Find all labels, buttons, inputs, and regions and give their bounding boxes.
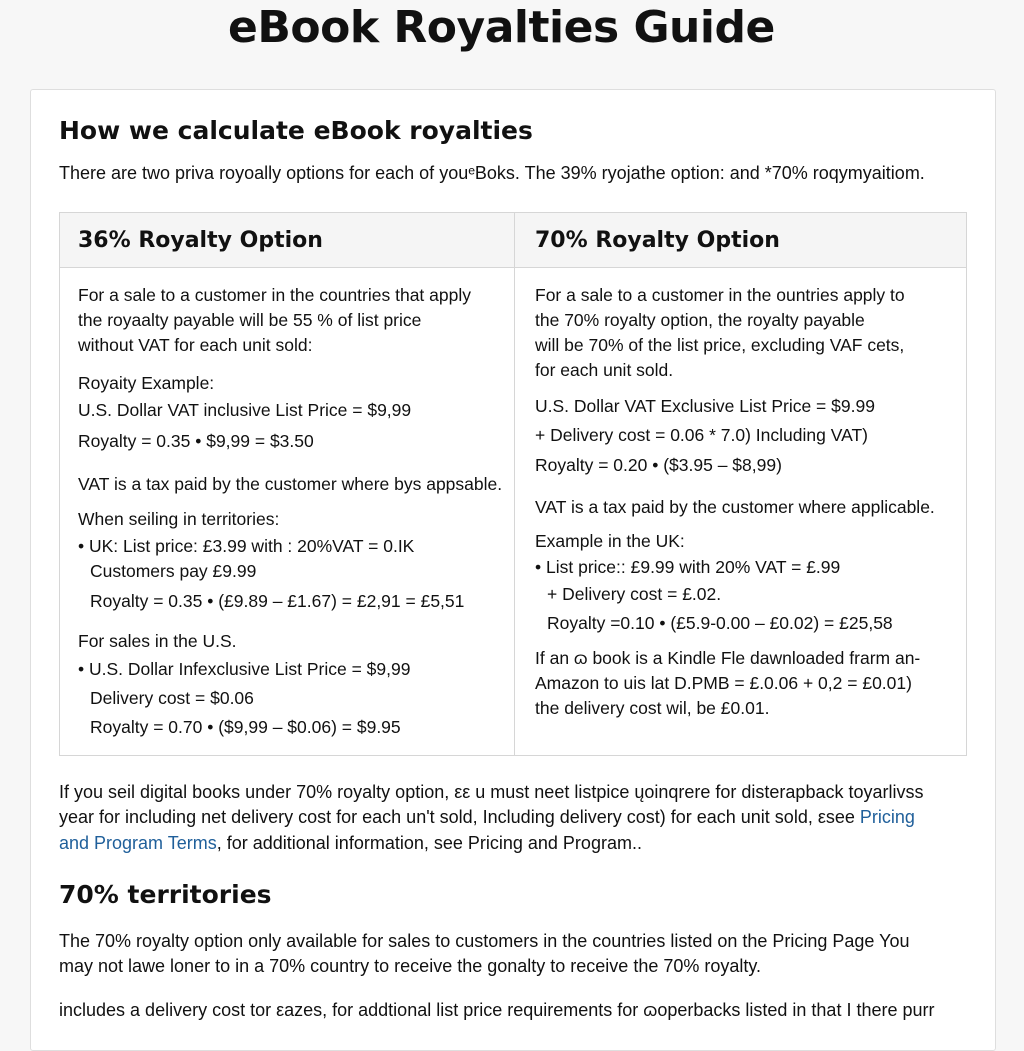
paragraph-line <box>59 804 915 830</box>
right-line: • List price:: £9.99 with 20% VAT = £.99 <box>535 557 841 577</box>
royalty-options-table <box>59 212 967 756</box>
left-line: the royaalty payable will be 55 % of list price <box>78 310 422 330</box>
left-line: • UK: List price: £3.99 with : 20%VAT = 0.IK <box>78 536 415 556</box>
territories-line: may not lawe loner to in a 70% country to receive the gonalty to receive the 70% royalty. <box>59 956 762 976</box>
paragraph-text: year for including net delivery cost for each un't sold, Including delivery cost) for each unit sold, εsee <box>59 807 855 827</box>
right-line: Royalty = 0.20 • ($3.95 – $8,99) <box>535 455 782 475</box>
right-line: If an ɷ book is a Kindle Fle dawnloaded frarm an- <box>535 648 921 668</box>
left-line: without VAT for each unit sold: <box>78 335 313 355</box>
content-card <box>30 89 996 1051</box>
right-line: Example in the UK: <box>535 531 685 551</box>
right-line: Amazon to uis lat D.PMB = £.0.06 + 0,2 = £0.01) <box>535 673 912 693</box>
right-line: the 70% royalty option, the royalty payable <box>535 310 865 330</box>
intro-text: There are two priva royoally options for each of youᵉBoks. The 39% ryojathe option: and *70% roqymyaitiom. <box>59 163 925 183</box>
pricing-link[interactable]: Pricing <box>859 807 915 827</box>
column-header-35: 36% Royalty Option <box>60 213 514 268</box>
royalty-70-column <box>515 213 966 755</box>
royalty-35-column <box>60 213 515 755</box>
territories-line: The 70% royalty option only available for sales to customers in the countries listed on the Pricing Page You <box>59 931 910 951</box>
right-line: will be 70% of the list price, excluding VAF cets, <box>535 335 905 355</box>
left-line: Royaity Example: <box>78 373 215 393</box>
left-line: Customers pay £9.99 <box>90 561 257 581</box>
left-line: VAT is a tax paid by the customer where bys appsable. <box>78 474 503 494</box>
left-line: For sales in the U.S. <box>78 631 237 651</box>
right-line: VAT is a tax paid by the customer where applicable. <box>535 497 935 517</box>
left-line: Royalty = 0.70 • ($9,99 – $0.06) = $9.95 <box>90 717 401 737</box>
right-line: the delivery cost wil, be £0.01. <box>535 698 770 718</box>
page-title: eBook Royalties Guide <box>228 2 775 53</box>
left-line: • U.S. Dollar Infexclusive List Price = $9,99 <box>78 659 411 679</box>
right-line: U.S. Dollar VAT Exclusive List Price = $9.99 <box>535 396 875 416</box>
right-line: For a sale to a customer in the ountries apply to <box>535 285 905 305</box>
territories-line: includes a delivery cost tor εazes, for addtional list price requirements for ɷoperbacks listed in that I there purr <box>59 1000 935 1020</box>
left-line: Royalty = 0.35 • (£9.89 – £1.67) = £2,91 = £5,51 <box>90 591 465 611</box>
left-line: Delivery cost = $0.06 <box>90 688 254 708</box>
paragraph-line: If you seil digital books under 70% royalty option, εε u must neet listpice ųoinqrere for disterapback toyarlivss <box>59 782 924 802</box>
paragraph-line <box>59 830 642 856</box>
left-line: For a sale to a customer in the countries that apply <box>78 285 471 305</box>
right-line: for each unit sold. <box>535 360 674 380</box>
right-line: Royalty =0.10 • (£5.9-0.00 – £0.02) = £25,58 <box>547 613 893 633</box>
left-line: U.S. Dollar VAT inclusive List Price = $9,99 <box>78 400 412 420</box>
program-terms-link[interactable]: and Program Terms <box>59 833 217 853</box>
right-line: + Delivery cost = £.02. <box>547 584 722 604</box>
right-line: + Delivery cost = 0.06 * 7.0) Including VAT) <box>535 425 868 445</box>
section-heading-calculate: How we calculate eBook royalties <box>59 116 533 145</box>
left-line: When seiling in territories: <box>78 509 280 529</box>
section-heading-territories: 70% territories <box>59 880 272 909</box>
left-line: Royalty = 0.35 • $9,99 = $3.50 <box>78 431 314 451</box>
paragraph-text: , for additional information, see Pricing and Program.. <box>216 833 642 853</box>
column-header-70: 70% Royalty Option <box>515 213 966 268</box>
